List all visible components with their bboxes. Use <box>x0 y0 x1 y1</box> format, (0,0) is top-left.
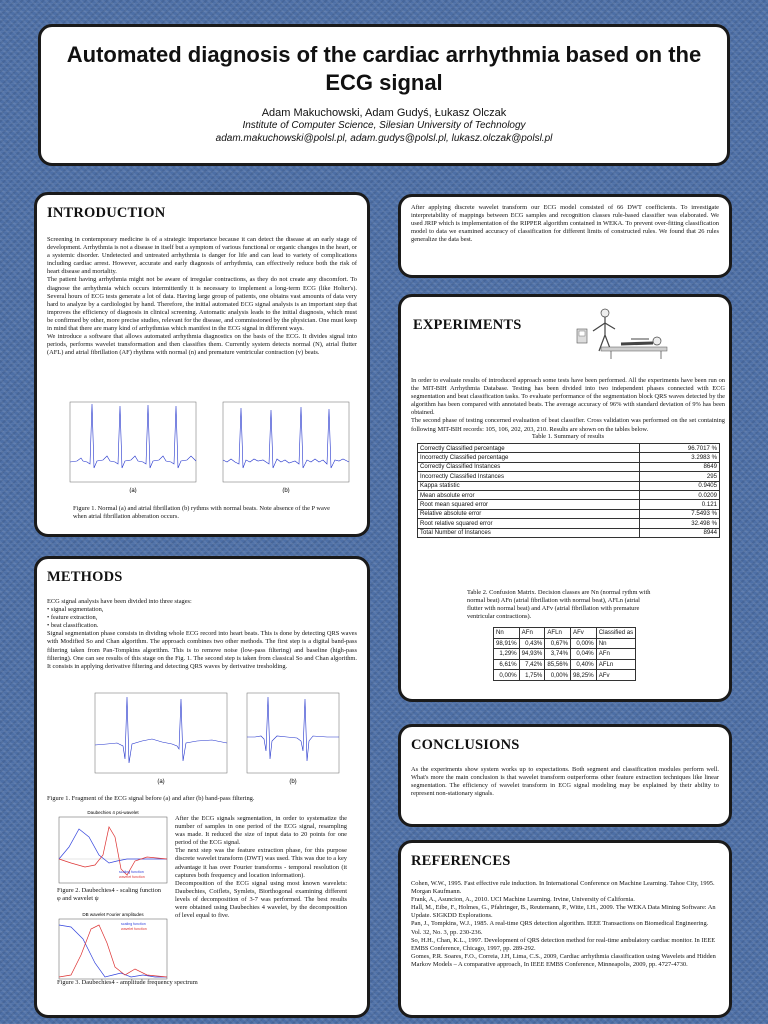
methods-right-paragraph-2: The next step was the feature extraction phase, for this purpose discrete wavelet transform (DWT) was used. This was due to a key advantage it has over Fourier transforms - temporal resolution (it captures both frequency and location information). <box>175 847 347 879</box>
table-row: 0,00% 1,75% 0,00% 98,25% AFv <box>494 670 636 681</box>
ecg-plot-b <box>223 402 349 493</box>
experiments-paragraph-1: In order to evaluate results of introduced approach some tests have been performed. All the experiments have been run on the MIT-BIH Arrhythmia Database. Testing has been divided into two independent phases connected with ECG segmentation and beat classification tasks. To evaluate performance of the segmentation block QRS waves detected by the algorithm has been compared with annotated beats. The average accuracy of 96% with standard deviation of 9% has been obtained. <box>411 377 725 417</box>
daubechies-wavelet-plot <box>51 807 171 889</box>
reference-item: So, H.H., Chan, K.L., 1997. Development of QRS detection method for real-time ambulatory cardiac monitor. In IEEE EMBS Conference, Chicago, 1997, pp. 289-292. <box>411 936 716 952</box>
methods-panel <box>34 556 370 1018</box>
fourier-amplitude-plot <box>51 909 171 987</box>
filter-a-label: (a) <box>157 779 165 785</box>
wavelet-function-curve <box>59 827 167 875</box>
fig3-legend-wavelet: wavelet function <box>121 927 147 931</box>
references-title: REFERENCES <box>411 853 511 869</box>
table-row: Mean absolute error 0.0209 <box>418 490 720 499</box>
confusion-matrix-table <box>493 627 636 681</box>
poster-title: Automated diagnosis of the cardiac arrhythmia based on the ECG signal <box>66 42 702 95</box>
table-row: 98,91% 0,43% 0,67% 0,00% Nn <box>494 638 636 649</box>
figure-3-caption: Figure 3. Daubechies4 - amplitude frequency spectrum <box>57 979 198 986</box>
methods-bullet: • beat classification. <box>47 622 99 630</box>
patient-ecg-illustration <box>571 301 671 361</box>
table-row: Total Number of Instances 8944 <box>418 528 720 537</box>
table-1-caption: Table 1. Summary of results <box>531 433 605 440</box>
ecg-a-label: (a) <box>129 488 137 493</box>
filter-plot-a <box>95 693 227 785</box>
methods-paragraph-1: ECG signal analysis have been divided into three stages: <box>47 598 192 605</box>
table-row: Root relative squared error 32.498 % <box>418 519 720 528</box>
table-row: Kappa statistic 0.9405 <box>418 481 720 490</box>
references-panel <box>398 840 732 1018</box>
reference-item: Frank, A., Asuncion, A., 2010. UCI Machine Learning. Irvine, University of California. <box>411 896 635 904</box>
fig3-title: DB wavelet Fourier amplitudes <box>82 912 144 917</box>
filter-figure <box>37 689 370 789</box>
methods-bullet: • feature extraction, <box>47 614 98 622</box>
methods-paragraph-2: Signal segmentation phase consists in dividing whole ECG record into heart beats. This is done by detecting QRS waves with Modified So and Chan algorithm. The approach combines two other methods. The first step is a digital band-pass filtering taken from Pan-Tompkins algorithm. This is to remove noise (low-pass filtering) and baseline (high-pass filtering). One can see results of this stage on the Fig. 1. The second step is taken from classical So and Chan algorithm. It consists in applying derivative filtering and detecting QRS waves by derivative tresholding. <box>47 630 357 670</box>
methods-bullet: • signal segmentation, <box>47 606 104 614</box>
table-row: 1,29% 94,93% 3,74% 0,04% AFn <box>494 649 636 660</box>
intro-paragraph-3: We introduce a software that allows automated arrhythmia diagnostics on the basis of the ECG. It divides signal into periods, performs wavelet transformation and then classifies them. Currently system detects normal (N), atrial flutter (AFL) and atrial fibrillation (AF) rhythms with normal (n) and premature ventricular contraction (v) beats. <box>47 333 357 357</box>
scaling-spectrum-curve <box>59 925 167 977</box>
conclusions-panel <box>398 724 732 827</box>
ecg-figure-1 <box>37 398 370 493</box>
experiments-panel <box>398 294 732 702</box>
table-row: 6,61% 7,42% 85,56% 0,40% AFLn <box>494 659 636 670</box>
table-row: Incorrectly Classified Instances 295 <box>418 472 720 481</box>
title-panel <box>38 24 730 166</box>
table-row: Correctly Classified Instances 8649 <box>418 462 720 471</box>
methods-title: METHODS <box>47 569 123 585</box>
table-row: Incorrectly Classified percentage 3.2983 % <box>418 453 720 462</box>
ecg-trace-af <box>223 407 349 468</box>
conclusions-text: As the experiments show system works up to expectations. Both segment and classification modules perform well. What's more the main conclusion is that wavelet transform outperforms other feature extraction techniques like linear segmentation. The efficiency of wavelet transform in ECG signal modeling may be explained by their ability to represent non-stationary signals. <box>411 766 719 798</box>
filter-plot-b <box>247 693 339 785</box>
fig2-legend-scaling: scaling function <box>119 870 144 874</box>
intro-paragraph-2: The patient having arrhythmia might not be aware of irregular contractions, as they do not create any discomfort. To diagnose the arrhythmia which occurs intermittently it is necessary to implement a long-term ECG (like Holter's). Several hours of ECG tests generate a lot of data. Having large group of patients, one obtains vast amounts of data very hard to analyze by a cardiologist by hand. Therefore, the initial automated ECG signal analysis is an important step that improves the efficiency of diagnosis in clinical screening. Automatic analysis leads to the initial diagnosis, which must be confirmed by other, more precise studies, relevant for the disease, and commissioned by the physician. One must keep in mind that there are many kind of arrhythmias which manifest in the ECG signal in different ways. <box>47 276 357 333</box>
figure-2-caption: Figure 2. Daubechies4 - scaling function φ and wavelet ψ <box>57 887 161 902</box>
authors: Adam Makuchowski, Adam Gudyś, Łukasz Olczak <box>261 107 507 119</box>
introduction-panel <box>34 192 370 537</box>
fig2-title: Daubechies 4 psi-wavelet <box>87 810 139 815</box>
introduction-title: INTRODUCTION <box>47 205 166 221</box>
table-header-row: Nn AFn AFLn AFv Classified as <box>494 628 636 639</box>
figure-1-caption: Figure 1. Normal (a) and atrial fibrillation (b) rythms with normal beats. Note absence of the P wave when atrial fibrillation abberation occurs. <box>73 505 330 520</box>
summary-table <box>417 443 720 538</box>
raw-ecg-trace <box>95 697 227 763</box>
reference-item: Gomes, P.R. Soares, F.O., Correia, J.H, Lima, C.S., 2009, Cardiac arrhythmia classification using Wavelets and Hidden Markov Models – A comparative approach, In IEEE EMBS Conference, Minneapolis, 2009, pp. 4727-4730. <box>411 952 716 968</box>
table-row: Correctly Classified percentage 96.7017 % <box>418 444 720 453</box>
table-row: Root mean squared error 0.121 <box>418 500 720 509</box>
filter-b-label: (b) <box>289 779 297 785</box>
institution: Institute of Computer Science, Silesian University of Technology <box>242 120 526 131</box>
ecg-trace-normal <box>70 404 196 468</box>
experiments-paragraph-2: The second phase of testing concerned evaluation of beat classifier. Cross validation was performed on the set containing following MIT-BIH records: 105, 106, 202, 203, 210. Results are shown on the tables below. <box>411 417 725 433</box>
author-emails: adam.makuchowski@polsl.pl, adam.gudys@polsl.pl, lukasz.olczak@polsl.pl <box>215 133 553 144</box>
reference-item: Pan, J., Tompkins, W.J., 1985. A real-time QRS detection algorithm. IEEE Transactions on Biomedical Engineering. Vol. 32, No. 3, pp. 230-236. <box>411 920 709 936</box>
ecg-plot-a <box>70 402 196 493</box>
fig3-legend-scaling: scaling function <box>121 922 146 926</box>
conclusions-title: CONCLUSIONS <box>411 737 520 753</box>
classifier-text: After applying discrete wavelet transform our ECG model consisted of 66 DWT coefficients. To investigate interpretability of mappings between ECG samples and recognition classes rule-based classifier was elaborated. We used JRIP which is implementation of the RIPPER algorithm contained in WEKA. To prevent over-fitting classification model to data we examined accuracy of classification for different limits of constructed rules. We found that 26 rules generalize the data best. <box>411 204 719 244</box>
table-row: Relative absolute error 7.5493 % <box>418 509 720 518</box>
intro-paragraph-1: Screening in contemporary medicine is of a strategic importance because it can detect the disease at an early stage of development. Arrhythmia is not a disease in itself but a symptom of various functional or organic changes in the heart, or a systemic disorder. Undetected and untreated arrhythmia is danger for life and can lead to variety of complications including cardiac arrest. However, accurate and early diagnosis of arrhythmia, can effectively reduce both the risk of heart disease and mortality. <box>47 236 357 276</box>
filter-figure-caption: Figure 1. Fragment of the ECG signal before (a) and after (b) band-pass filtering. <box>47 795 255 802</box>
ecg-b-label: (b) <box>282 488 290 493</box>
filtered-ecg-trace <box>247 697 339 761</box>
wavelet-spectrum-curve <box>59 925 167 977</box>
experiments-title: EXPERIMENTS <box>413 317 522 333</box>
classifier-panel <box>398 194 732 278</box>
methods-right-paragraph-1: After the ECG signals segmentation, in order to systematize the number of samples in one period of the ECG signal, resampling was made. It reduced the size of input data to 20 points for one period of the ECG signal. <box>175 815 347 847</box>
reference-item: Hall, M., Eibe, F., Holmes, G., Pfahringer, B., Reutemann, P., Witte, I.H., 2009. The WEKA Data Mining Software: An Update. SIGKDD Explorations. <box>411 904 716 920</box>
reference-item: Cohen, W.W., 1995. Fast effective rule induction. In International Conference on Machine Learning. Tahoe City, 1995. Morgan Kaufmann. <box>411 880 715 896</box>
methods-right-paragraph-3: Decomposition of the ECG signal using most known wavelets: Daubechies, Coiflets, Symlets, Biorthogonal examining different levels of decomposition of 3-7 was performed. The best results were obtained using Daubechies 4 wavelet, by the decomposition of level equal to five. <box>175 879 347 920</box>
table-2-caption: Table 2. Confusion Matrix. Decision classes are Nn (normal rythm with normal beat) AFn (atrial fibrillation with normal beat), AFLn (atrial flutter with normal beat) and AFv (atrial fibrillation with premature ventricular contractions). <box>467 589 651 620</box>
fig2-legend-wavelet: wavelet function <box>119 875 145 879</box>
